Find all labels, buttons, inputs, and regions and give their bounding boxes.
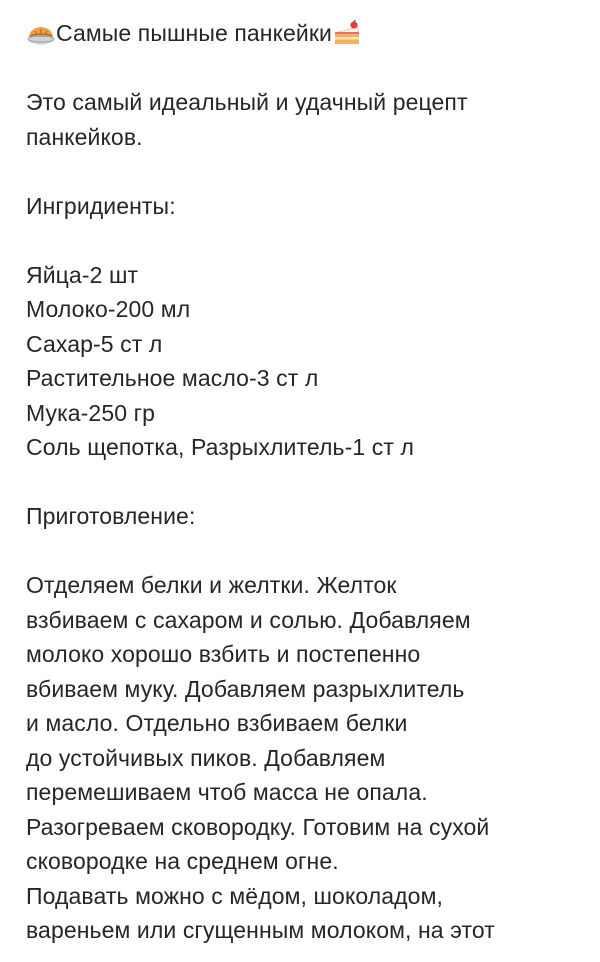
method-line: Подавать можно с мёдом, шоколадом, — [26, 882, 443, 909]
method-line: Отделяем белки и желтки. Желток — [26, 572, 397, 598]
spacer — [26, 51, 586, 86]
ingredient-item: Растительное масло-3 ст л — [26, 365, 319, 391]
post-title-row — [26, 16, 586, 51]
ingredient-item: Сахар-5 ст л — [26, 330, 163, 357]
recipe-post — [26, 16, 586, 948]
method-line: сковородке на среднем огне. — [26, 848, 339, 874]
method-line: взбиваем с сахаром и солью. Добавляем — [26, 606, 471, 633]
method-heading: Приготовление: — [26, 503, 196, 529]
ingredient-item: Соль щепотка, Разрыхлитель-1 ст л — [26, 434, 414, 460]
method-line: вбиваем муку. Добавляем разрыхлитель — [26, 675, 465, 702]
method-line: и масло. Отдельно взбиваем белки — [26, 710, 408, 736]
intro-line: панкейков. — [26, 123, 143, 150]
post-title: Самые пышные панкейки — [56, 20, 332, 46]
method-line: перемешиваем чтоб масса не опала. — [26, 779, 428, 805]
ingredient-item: Мука-250 гр — [26, 399, 155, 426]
spacer — [26, 534, 586, 569]
method-text — [26, 568, 586, 948]
spacer — [26, 223, 586, 258]
method-line: молоко хорошо взбить и постепенно — [26, 641, 421, 667]
spacer — [26, 154, 586, 189]
ingredients-list — [26, 258, 586, 465]
method-line: вареньем или сгущенным молоком, на этот — [26, 917, 495, 943]
cake-slice-icon — [332, 19, 362, 47]
method-line: Разогреваем сковородку. Готовим на сухой — [26, 813, 490, 840]
method-line: до устойчивых пиков. Добавляем — [26, 744, 386, 771]
pie-icon — [26, 19, 56, 47]
intro-line: Это самый идеальный и удачный рецепт — [26, 89, 468, 115]
spacer — [26, 465, 586, 500]
ingredient-item: Яйца-2 шт — [26, 261, 139, 288]
ingredients-heading: Ингридиенты: — [26, 192, 176, 219]
ingredient-item: Молоко-200 мл — [26, 296, 191, 322]
